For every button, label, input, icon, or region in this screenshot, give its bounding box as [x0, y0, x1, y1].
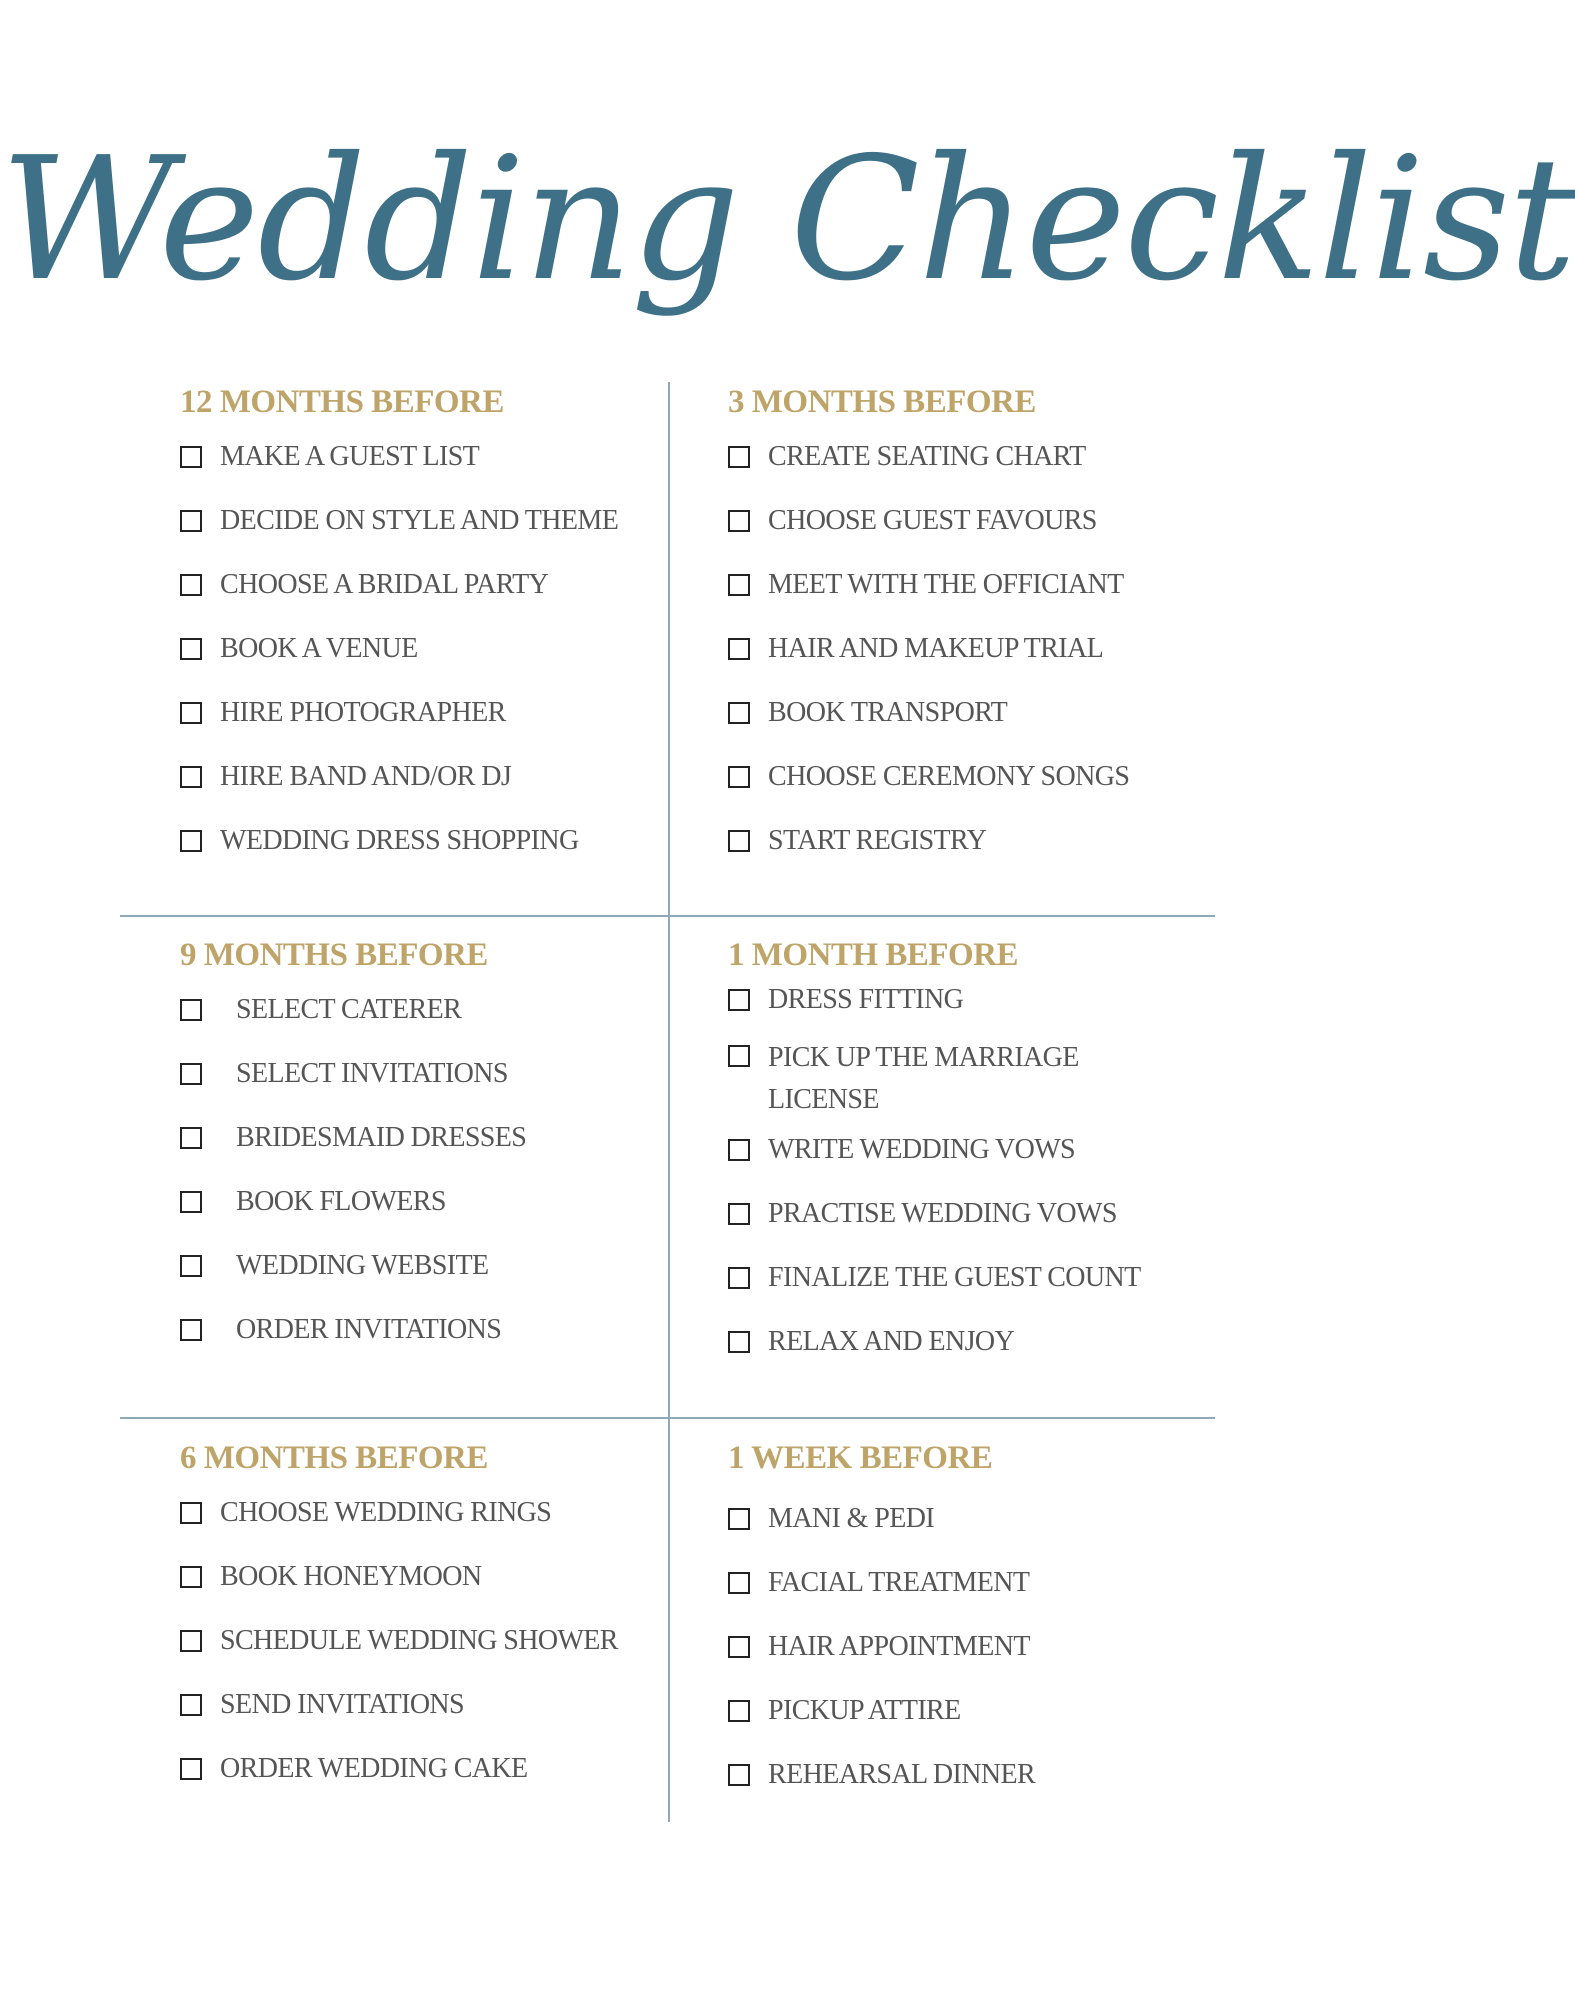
checkbox[interactable] — [728, 638, 750, 660]
section-12-months — [180, 382, 618, 886]
item-label: MEET WITH THE OFFICIANT — [768, 569, 1124, 600]
checkbox[interactable] — [180, 1191, 202, 1213]
item-label: BOOK FLOWERS — [236, 1186, 446, 1217]
item-label: CHOOSE CEREMONY SONGS — [768, 761, 1130, 792]
horizontal-divider-bottom — [120, 1417, 1215, 1419]
item-label: FINALIZE THE GUEST COUNT — [768, 1262, 1141, 1293]
checkbox[interactable] — [728, 1267, 750, 1289]
item-label: CHOOSE GUEST FAVOURS — [768, 505, 1097, 536]
checklist-item — [180, 1311, 526, 1375]
checkbox[interactable] — [180, 574, 202, 596]
section-heading: 12 MONTHS BEFORE — [180, 384, 504, 420]
checklist-item — [180, 1622, 618, 1686]
checklist-item — [180, 822, 618, 886]
vertical-divider — [668, 382, 670, 1822]
checkbox[interactable] — [728, 1331, 750, 1353]
checklist-item — [180, 1119, 526, 1183]
checkbox[interactable] — [180, 999, 202, 1021]
checkbox[interactable] — [728, 1764, 750, 1786]
item-label: FACIAL TREATMENT — [768, 1567, 1030, 1598]
item-label: DECIDE ON STYLE AND THEME — [220, 505, 619, 536]
checklist-item — [728, 1037, 1141, 1131]
checklist-item — [180, 566, 618, 630]
checkbox[interactable] — [180, 510, 202, 532]
checklist-item — [180, 630, 618, 694]
checklist-item — [180, 758, 618, 822]
item-label: PICKUP ATTIRE — [768, 1695, 961, 1726]
checkbox[interactable] — [180, 1694, 202, 1716]
checklist-item — [728, 1131, 1141, 1195]
item-label: HAIR AND MAKEUP TRIAL — [768, 633, 1104, 664]
item-label: BOOK HONEYMOON — [220, 1561, 482, 1592]
checkbox[interactable] — [728, 1700, 750, 1722]
checkbox[interactable] — [728, 1508, 750, 1530]
checklist-item — [728, 1323, 1141, 1387]
item-label: START REGISTRY — [768, 825, 987, 856]
section-6-months — [180, 1438, 618, 1814]
checklist-item — [728, 438, 1129, 502]
item-label: REHEARSAL DINNER — [768, 1759, 1036, 1790]
item-label: HIRE BAND AND/OR DJ — [220, 761, 512, 792]
item-label: SCHEDULE WEDDING SHOWER — [220, 1625, 618, 1656]
checkbox[interactable] — [728, 1203, 750, 1225]
checklist-item — [728, 1195, 1141, 1259]
checklist-item — [180, 438, 618, 502]
checklist-item — [728, 1564, 1035, 1628]
item-label: PRACTISE WEDDING VOWS — [768, 1198, 1117, 1229]
item-label: CREATE SEATING CHART — [768, 441, 1086, 472]
checklist-item — [728, 981, 1141, 1037]
checkbox[interactable] — [180, 1566, 202, 1588]
checklist-item — [728, 1692, 1035, 1756]
checklist-item — [180, 1686, 618, 1750]
item-label: DRESS FITTING — [768, 984, 964, 1015]
checklist-item — [728, 1259, 1141, 1323]
section-heading: 9 MONTHS BEFORE — [180, 937, 488, 973]
checkbox[interactable] — [180, 1063, 202, 1085]
section-heading: 6 MONTHS BEFORE — [180, 1440, 488, 1476]
checkbox[interactable] — [180, 1127, 202, 1149]
checkbox[interactable] — [180, 638, 202, 660]
horizontal-divider-top — [120, 915, 1215, 917]
checklist-item — [180, 1558, 618, 1622]
checklist-item — [728, 630, 1129, 694]
item-label: WRITE WEDDING VOWS — [768, 1134, 1076, 1165]
checklist-item — [180, 991, 526, 1055]
item-label: MAKE A GUEST LIST — [220, 441, 480, 472]
checklist-item — [180, 502, 618, 566]
item-label: BRIDESMAID DRESSES — [236, 1122, 527, 1153]
checklist-item — [180, 1247, 526, 1311]
item-label: RELAX AND ENJOY — [768, 1326, 1015, 1357]
section-heading: 1 WEEK BEFORE — [728, 1440, 993, 1476]
checkbox[interactable] — [728, 766, 750, 788]
section-1-week — [728, 1438, 1035, 1820]
checkbox[interactable] — [728, 1045, 750, 1067]
checkbox[interactable] — [728, 1572, 750, 1594]
checkbox[interactable] — [728, 830, 750, 852]
item-label: BOOK TRANSPORT — [768, 697, 1008, 728]
checklist-item — [728, 694, 1129, 758]
section-heading: 3 MONTHS BEFORE — [728, 384, 1036, 420]
checklist-item — [728, 758, 1129, 822]
checklist-item — [180, 1494, 618, 1558]
checkbox[interactable] — [728, 446, 750, 468]
checkbox[interactable] — [728, 1636, 750, 1658]
checkbox[interactable] — [728, 510, 750, 532]
item-label: ORDER INVITATIONS — [236, 1314, 502, 1345]
checkbox[interactable] — [180, 1319, 202, 1341]
item-label: SELECT CATERER — [236, 994, 462, 1025]
checklist-item — [180, 1055, 526, 1119]
item-label: SEND INVITATIONS — [220, 1689, 465, 1720]
checklist-item — [728, 502, 1129, 566]
checkbox[interactable] — [728, 1139, 750, 1161]
checkbox[interactable] — [180, 1630, 202, 1652]
checklist-item — [728, 566, 1129, 630]
item-label: SELECT INVITATIONS — [236, 1058, 508, 1089]
checklist-item — [728, 1500, 1035, 1564]
checklist-item — [180, 1750, 618, 1814]
item-label: CHOOSE A BRIDAL PARTY — [220, 569, 549, 600]
checkbox[interactable] — [180, 702, 202, 724]
checkbox[interactable] — [180, 1502, 202, 1524]
section-9-months — [180, 935, 526, 1375]
item-label: WEDDING DRESS SHOPPING — [220, 825, 579, 856]
checkbox[interactable] — [180, 766, 202, 788]
item-label: CHOOSE WEDDING RINGS — [220, 1497, 552, 1528]
item-label: MANI & PEDI — [768, 1503, 935, 1534]
checkbox[interactable] — [180, 1758, 202, 1780]
item-label: HAIR APPOINTMENT — [768, 1631, 1030, 1662]
checklist-item — [728, 1628, 1035, 1692]
item-label: HIRE PHOTOGRAPHER — [220, 697, 506, 728]
checkbox[interactable] — [728, 574, 750, 596]
checklist-item — [728, 1756, 1035, 1820]
checkbox[interactable] — [180, 830, 202, 852]
checklist-item — [728, 822, 1129, 886]
section-1-month — [728, 935, 1141, 1387]
page-title: Wedding Checklist — [0, 121, 1575, 319]
item-label: WEDDING WEBSITE — [236, 1250, 489, 1281]
section-3-months — [728, 382, 1129, 886]
checkbox[interactable] — [180, 1255, 202, 1277]
checkbox[interactable] — [180, 446, 202, 468]
item-label: PICK UP THE MARRIAGE LICENSE — [768, 1042, 1079, 1115]
item-label: BOOK A VENUE — [220, 633, 418, 664]
checklist-item — [180, 1183, 526, 1247]
checkbox[interactable] — [728, 989, 750, 1011]
checklist-item — [180, 694, 618, 758]
checkbox[interactable] — [728, 702, 750, 724]
item-label: ORDER WEDDING CAKE — [220, 1753, 528, 1784]
section-heading: 1 MONTH BEFORE — [728, 937, 1019, 973]
